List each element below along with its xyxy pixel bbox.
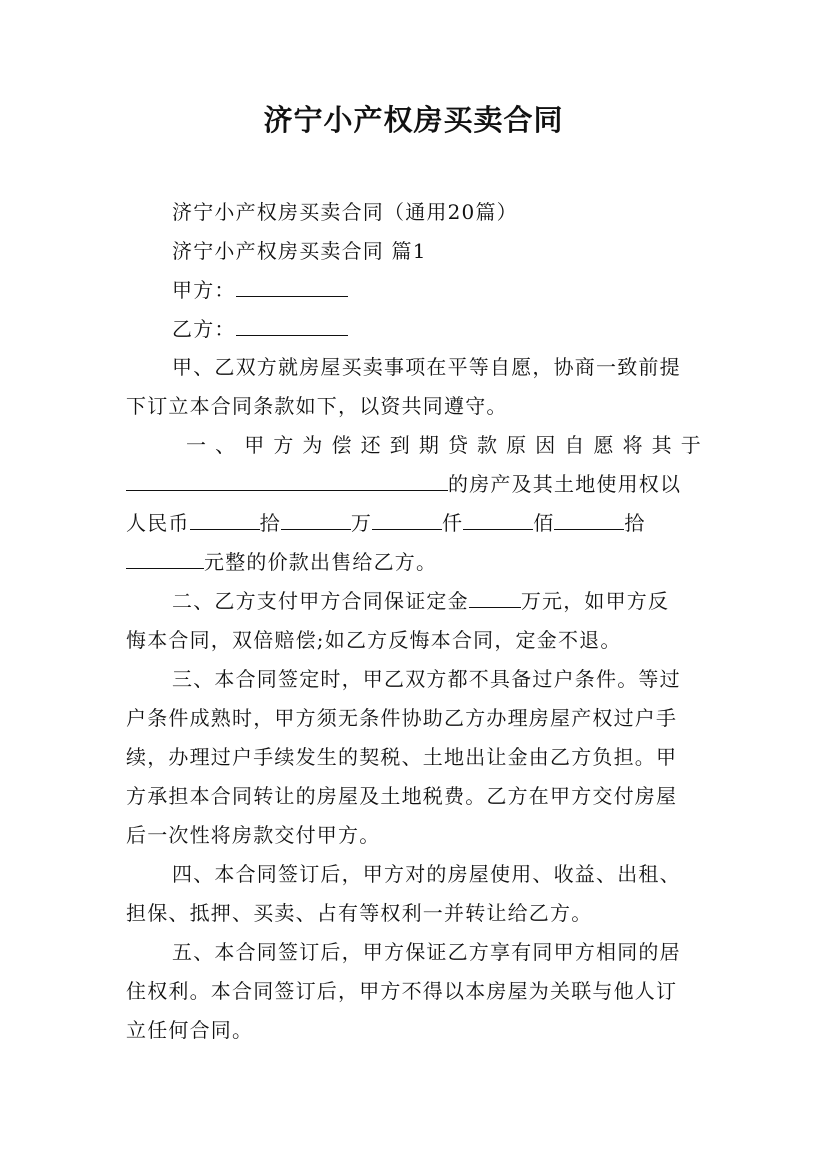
unit-bai: 佰 (533, 511, 555, 535)
deposit-blank (469, 587, 521, 608)
unit-shi-1: 拾 (259, 511, 281, 535)
clause-5-line-3: 立任何合同。 (126, 1018, 254, 1042)
clause-3-line-2: 户条件成熟时，甲方须无条件协助乙方办理房屋产权过户手 (126, 706, 678, 730)
subtitle: 济宁小产权房买卖合同（通用20篇） (172, 200, 518, 224)
party-a-blank (236, 276, 348, 297)
clause-1-line-2-text: 的房产及其土地使用权以 (448, 472, 682, 496)
clause-4-line-2: 担保、抵押、买卖、占有等权利一并转让给乙方。 (126, 901, 593, 925)
unit-wan: 万 (350, 511, 373, 535)
clause-3-line-5: 后一次性将房款交付甲方。 (126, 823, 381, 847)
clause-2-line-2: 悔本合同，双倍赔偿;如乙方反悔本合同，定金不退。 (126, 628, 622, 652)
clause-1-line-4-text: 元整的价款出售给乙方。 (204, 550, 438, 574)
party-a-label: 甲方： (172, 278, 236, 302)
unit-qian: 仟 (442, 511, 464, 535)
rmb-label: 人民币 (126, 511, 190, 535)
clause-2-line-1 (172, 587, 702, 615)
party-a-line (172, 276, 748, 304)
clause-2-text-a: 二、乙方支付甲方合同保证定金 (172, 589, 469, 613)
clause-5-line-2: 住权利。本合同签订后，甲方不得以本房屋为关联与他人订 (126, 979, 678, 1003)
document-title: 济宁小产权房买卖合同 (263, 103, 564, 137)
amount-blank-6 (126, 548, 204, 569)
clause-1-line-3 (126, 509, 702, 537)
party-b-blank (236, 315, 348, 336)
amount-blank-4 (463, 509, 533, 530)
property-location-blank (126, 470, 448, 491)
clause-1-line-4 (126, 548, 702, 576)
unit-shi-2: 拾 (624, 511, 646, 535)
amount-blank-5 (554, 509, 624, 530)
amount-blank-1 (190, 509, 260, 530)
clause-3-line-3: 续，办理过户手续发生的契税、土地出让金由乙方负担。甲 (126, 745, 678, 769)
intro-line-2: 下订立本合同条款如下，以资共同遵守。 (126, 394, 508, 418)
amount-blank-3 (372, 509, 442, 530)
clause-4-line-1: 四、本合同签订后，甲方对的房屋使用、收益、出租、 (172, 862, 681, 886)
clause-3-line-4: 方承担本合同转让的房屋及土地税费。乙方在甲方交付房屋 (126, 784, 678, 808)
clause-2-text-b: 万元，如甲方反 (520, 589, 670, 613)
amount-blank-2 (281, 509, 351, 530)
clause-1-line-1: 一、甲方为偿还到期贷款原因自愿将其于 (186, 433, 702, 457)
party-b-label: 乙方： (172, 317, 236, 341)
clause-1-line-2 (126, 470, 702, 498)
clause-5-line-1: 五、本合同签订后，甲方保证乙方享有同甲方相同的居 (172, 940, 681, 964)
clause-3-line-1: 三、本合同签定时，甲乙双方都不具备过户条件。等过 (172, 667, 681, 691)
party-b-line (172, 315, 748, 343)
part-heading: 济宁小产权房买卖合同 篇1 (172, 239, 427, 263)
intro-line-1: 甲、乙双方就房屋买卖事项在平等自愿，协商一致前提 (172, 355, 681, 379)
